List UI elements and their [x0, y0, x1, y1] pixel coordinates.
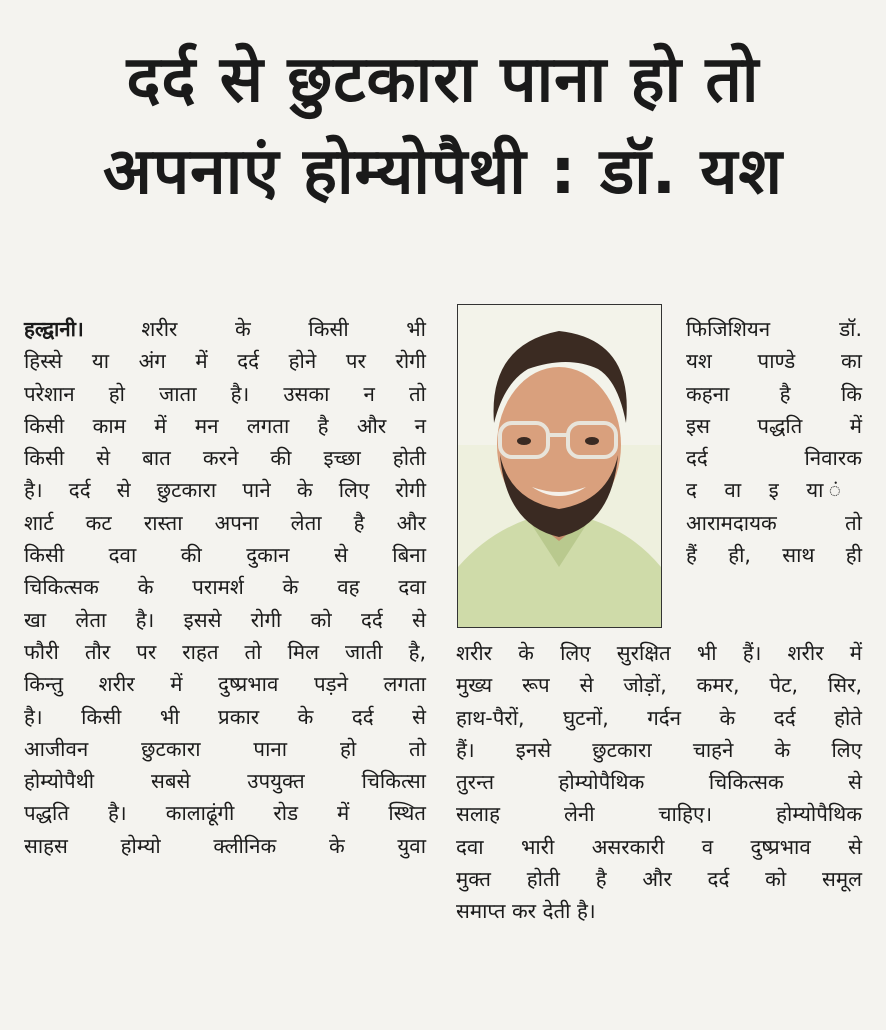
article-line: किसी दवा की दुकान से बिना [24, 543, 426, 568]
headline [0, 34, 886, 218]
article-line: शार्ट कट रास्ता अपना लेता है और [24, 510, 426, 535]
article-line: फिजिशियन डॉ. [686, 317, 862, 341]
headline-line-2: अपनाएं होम्योपैथी : डॉ. यश [102, 135, 784, 209]
article-line [24, 313, 426, 345]
article-line: इस पद्धति में [686, 413, 862, 438]
article-line: पद्धति है। कालाढूंगी रोड में स्थित [24, 801, 426, 826]
article-line: है। किसी भी प्रकार के दर्द से [24, 704, 426, 729]
article-line: दवा भारी असरकारी व दुष्प्रभाव से [456, 834, 862, 859]
article-line: तुरन्त होम्योपैथिक चिकित्सक से [456, 770, 862, 795]
article-line: हैं ही, साथ ही [686, 543, 862, 568]
article-line: आजीवन छुटकारा पाना हो तो [24, 736, 426, 761]
article-line: यश पाण्डे का [686, 349, 862, 374]
article-left-column [24, 313, 426, 862]
article-right-bottom-column [456, 637, 862, 928]
article-line: द वा इ या ं [686, 478, 862, 503]
article-line: हिस्से या अंग में दर्द होने पर रोगी [24, 349, 426, 374]
article-line: किसी काम में मन लगता है और न [24, 413, 426, 438]
article-line: साहस होम्यो क्लीनिक के युवा [24, 833, 426, 858]
headline-line-1: दर्द से छुटकारा पाना हो तो [126, 43, 760, 117]
article-line: आरामदायक तो [686, 510, 862, 535]
article-line: कहना है कि [686, 381, 862, 406]
article-line: शरीर के लिए सुरक्षित भी हैं। शरीर में [456, 641, 862, 665]
article-line: दर्द निवारक [686, 446, 862, 471]
article-line: परेशान हो जाता है। उसका न तो [24, 381, 426, 406]
article-text: शरीर के किसी भी [83, 317, 426, 341]
article-line: होम्योपैथी सबसे उपयुक्त चिकित्सा [24, 769, 426, 794]
article-line: है। दर्द से छुटकारा पाने के लिए रोगी [24, 478, 426, 503]
article-line: हैं। इनसे छुटकारा चाहने के लिए [456, 737, 862, 762]
article-line: मुख्य रूप से जोड़ों, कमर, पेट, सिर, [456, 673, 862, 698]
article-line: सलाह लेनी चाहिए। होम्योपैथिक [456, 802, 862, 827]
article-line: किसी से बात करने की इच्छा होती [24, 446, 426, 471]
article-line: चिकित्सक के परामर्श के वह दवा [24, 575, 426, 600]
article-right-top-column [686, 313, 862, 571]
portrait-photo [457, 304, 662, 628]
article-line: खा लेता है। इससे रोगी को दर्द से [24, 607, 426, 632]
article-line: हाथ-पैरों, घुटनों, गर्दन के दर्द होते [456, 705, 862, 730]
portrait-photo-icon [458, 305, 661, 627]
article-line: फौरी तौर पर राहत तो मिल जाती है, [24, 639, 426, 664]
dateline: हल्द्वानी। [24, 317, 84, 341]
article-line: मुक्त होती है और दर्द को समूल [456, 867, 862, 892]
article-line: समाप्त कर देती है। [456, 899, 596, 924]
article-line: किन्तु शरीर में दुष्प्रभाव पड़ने लगता [24, 672, 426, 697]
